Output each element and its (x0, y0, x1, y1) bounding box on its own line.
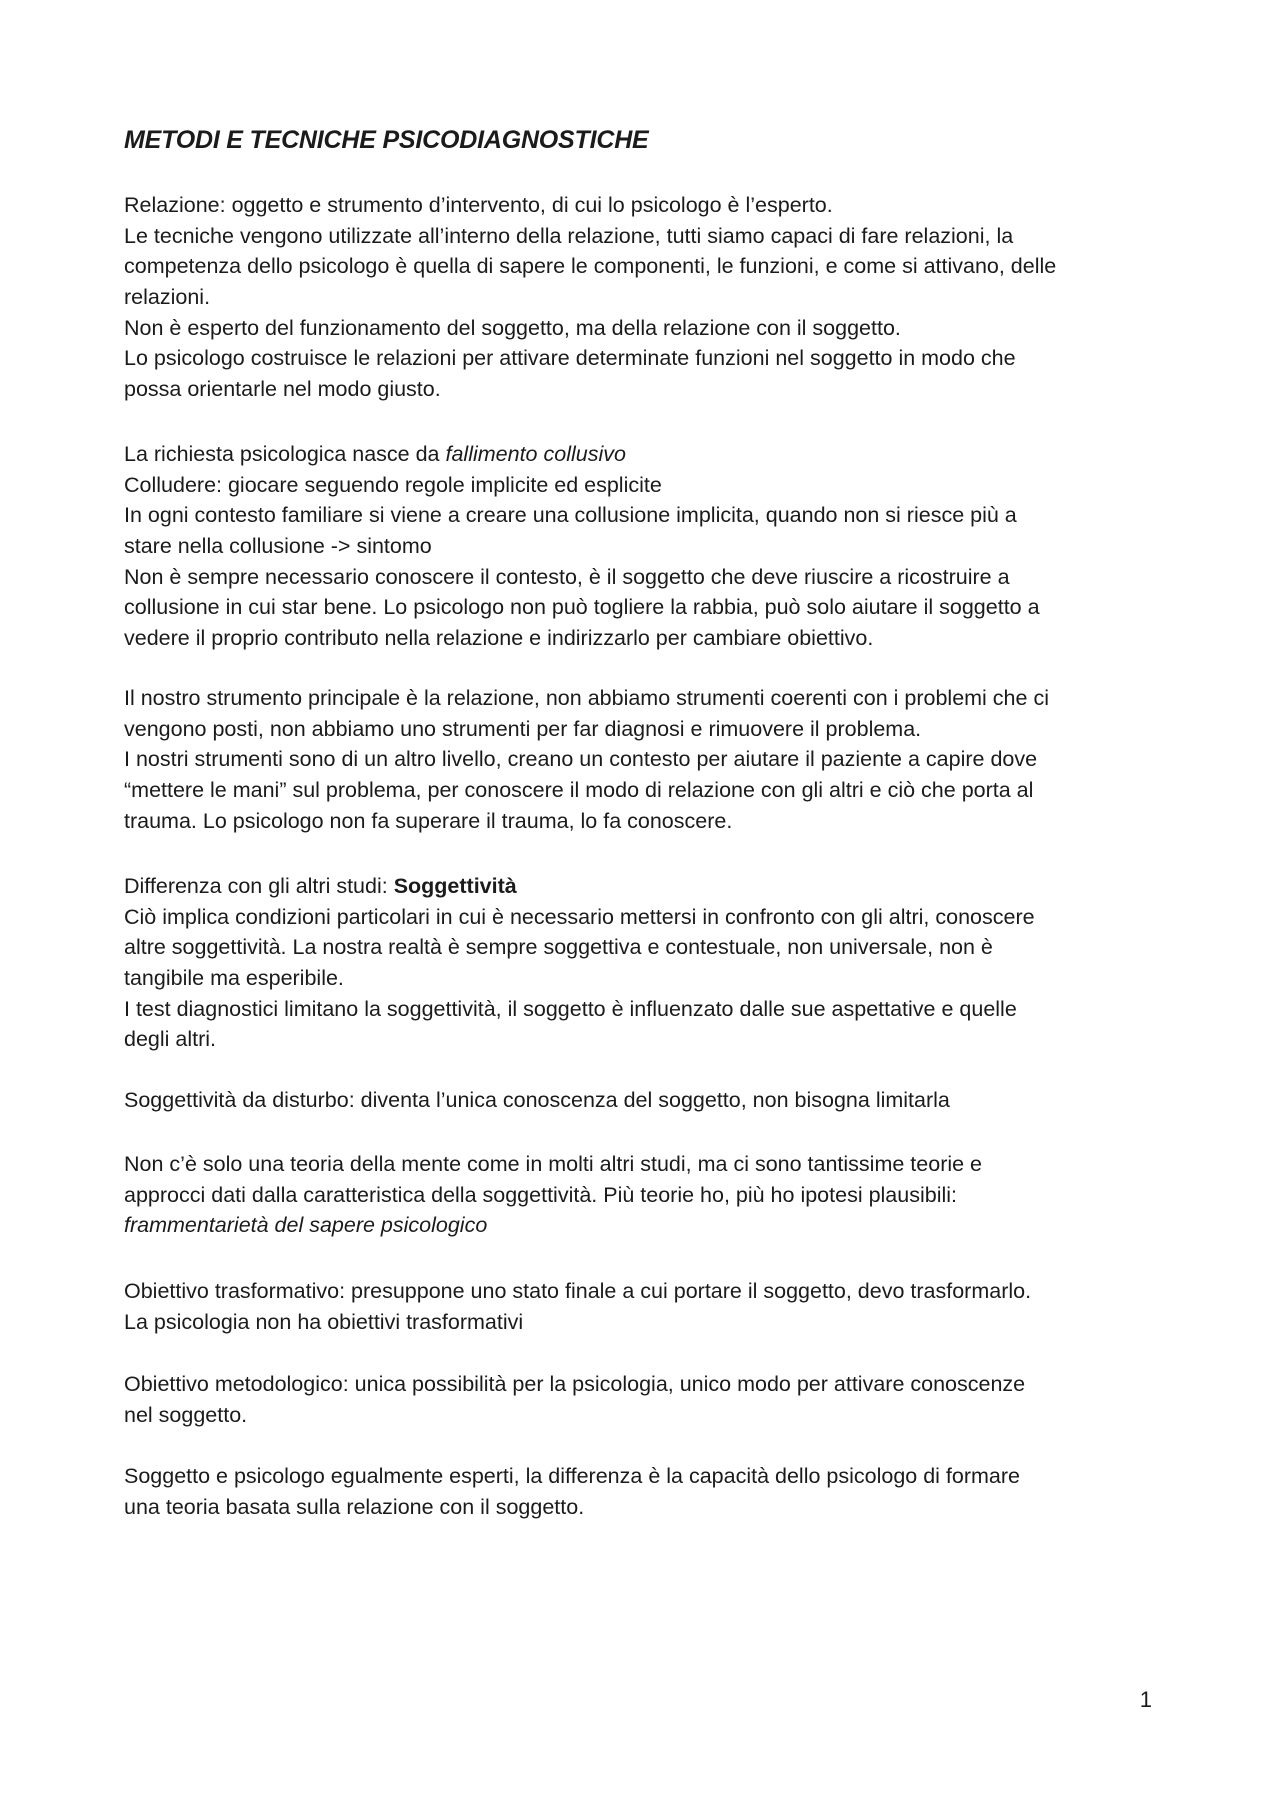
strong-text: Soggettività (393, 874, 517, 898)
text-line: frammentarietà del sapere psicologico (124, 1213, 488, 1238)
text-line: altre soggettività. La nostra realtà è sempre soggettiva e contestuale, non universale, non è (124, 935, 993, 960)
paragraph-richiesta-psicologica (124, 439, 1204, 654)
text-line (124, 871, 1204, 902)
text-line: nel soggetto. (124, 1402, 248, 1427)
paragraph-relazione (124, 190, 1204, 405)
text-line: Soggettività da disturbo: diventa l’unica conoscenza del soggetto, non bisogna limitarla (124, 1088, 950, 1112)
text-line: Non è esperto del funzionamento del soggetto, ma della relazione con il soggetto. (124, 315, 901, 340)
paragraph-soggettivita-disturbo (124, 1085, 1204, 1116)
paragraph-obiettivo-metodologico (124, 1369, 1204, 1430)
text-line: In ogni contesto familiare si viene a creare una collusione implicita, quando non si riesce più a (124, 503, 1017, 528)
text-line: trauma. Lo psicologo non fa superare il trauma, lo fa conoscere. (124, 808, 733, 833)
line-text: Differenza con gli altri studi: (124, 874, 394, 898)
text-line: Le tecniche vengono utilizzate all’interno della relazione, tutti siamo capaci di fare relazioni, la (124, 223, 1014, 248)
text-line: stare nella collusione -> sintomo (124, 534, 432, 559)
text-line: Relazione: oggetto e strumento d’intervento, di cui lo psicologo è l’esperto. (124, 193, 833, 217)
paragraph-soggettivita (124, 871, 1204, 1055)
text-line: “mettere le mani” sul problema, per conoscere il modo di relazione con gli altri e ciò che porta al (124, 778, 1034, 803)
page-number: 1 (1139, 1687, 1152, 1712)
text-line: I nostri strumenti sono di un altro livello, creano un contesto per aiutare il paziente a capire dove (124, 747, 1038, 772)
text-line: I test diagnostici limitano la soggettività, il soggetto è influenzato dalle sue aspettative e quelle (124, 996, 1017, 1021)
text-line: Obiettivo trasformativo: presuppone uno stato finale a cui portare il soggetto, devo trasformarlo. (124, 1279, 1032, 1303)
text-line: vengono posti, non abbiamo uno strumenti per far diagnosi e rimuovere il problema. (124, 716, 922, 741)
document-title: METODI E TECNICHE PSICODIAGNOSTICHE (124, 126, 649, 154)
paragraph-soggetto-psicologo (124, 1461, 1204, 1522)
text-line: collusione in cui star bene. Lo psicologo non può togliere la rabbia, può solo aiutare il soggetto a (124, 595, 1040, 620)
text-line: Obiettivo metodologico: unica possibilità per la psicologia, unico modo per attivare conoscenze (124, 1372, 1026, 1396)
text-line: relazioni. (124, 285, 211, 310)
text-line: degli altri. (124, 1027, 217, 1052)
emphasis-text: fallimento collusivo (445, 442, 626, 466)
text-line: Colludere: giocare seguendo regole implicite ed esplicite (124, 472, 662, 497)
text-line: approcci dati dalla caratteristica della soggettività. Più teorie ho, più ho ipotesi plausibili: (124, 1182, 957, 1207)
text-line: vedere il proprio contributo nella relazione e indirizzarlo per cambiare obiettivo. (124, 626, 874, 651)
text-line: una teoria basata sulla relazione con il soggetto. (124, 1494, 585, 1519)
text-line: Non è sempre necessario conoscere il contesto, è il soggetto che deve riuscire a ricostruire a (124, 564, 1010, 589)
text-line (124, 439, 1204, 470)
text-line: Ciò implica condizioni particolari in cui è necessario mettersi in confronto con gli altri, conoscere (124, 904, 1035, 929)
text-line: Lo psicologo costruisce le relazioni per attivare determinate funzioni nel soggetto in modo che (124, 346, 1016, 371)
paragraph-obiettivo-trasformativo (124, 1276, 1204, 1337)
text-line: possa orientarle nel modo giusto. (124, 377, 441, 402)
text-line: Il nostro strumento principale è la relazione, non abbiamo strumenti coerenti con i problemi che ci (124, 686, 1049, 710)
paragraph-strumento-principale (124, 683, 1204, 836)
text-line: La psicologia non ha obiettivi trasformativi (124, 1309, 524, 1334)
line-text: La richiesta psicologica nasce da (124, 442, 446, 466)
paragraph-teorie (124, 1149, 1204, 1241)
text-line: competenza dello psicologo è quella di sapere le componenti, le funzioni, e come si attivano, delle (124, 254, 1057, 279)
text-line: tangibile ma esperibile. (124, 966, 344, 991)
text-line: Soggetto e psicologo egualmente esperti, la differenza è la capacità dello psicologo di formare (124, 1464, 1020, 1488)
text-line: Non c’è solo una teoria della mente come in molti altri studi, ma ci sono tantissime teorie e (124, 1152, 983, 1176)
